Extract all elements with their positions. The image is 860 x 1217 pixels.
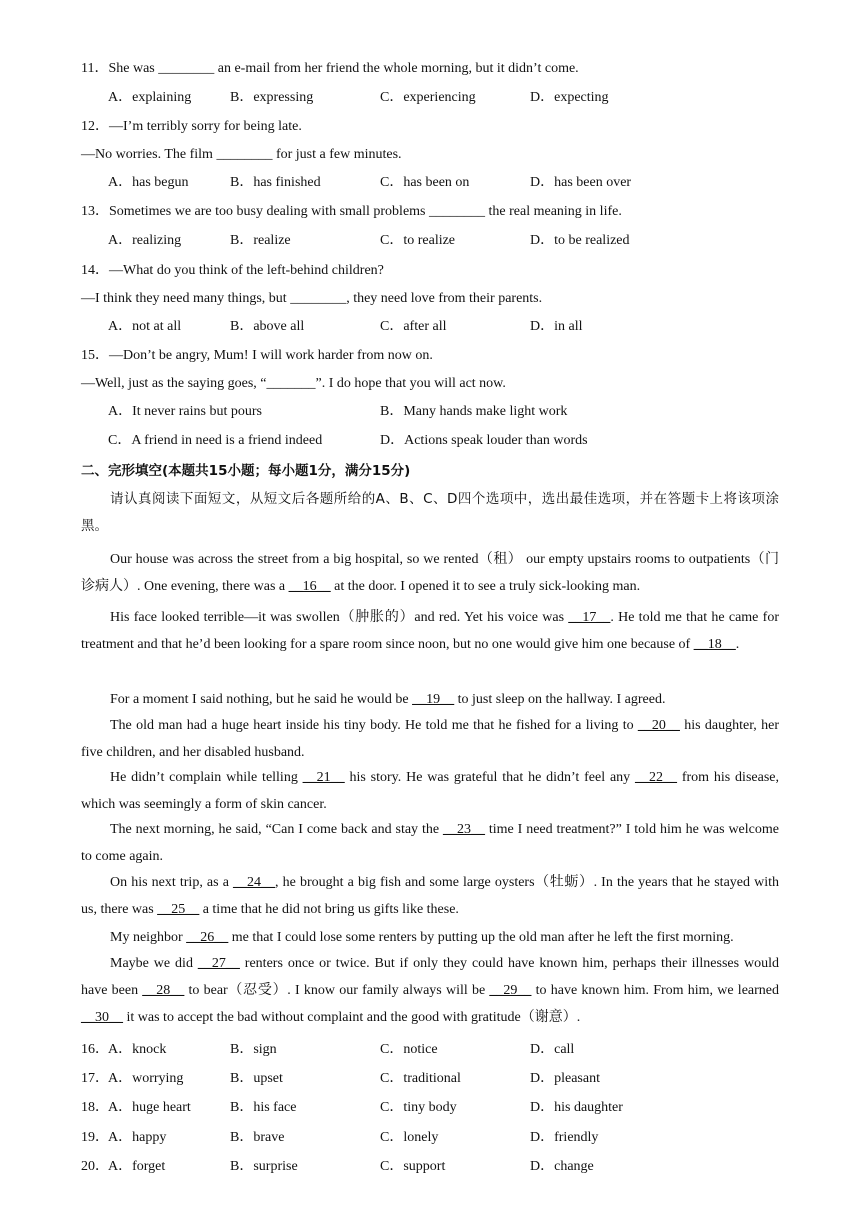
answer-option: A．not at all (108, 319, 182, 334)
option-number: 19． (81, 1130, 109, 1145)
answer-option: B．above all (230, 319, 305, 334)
answer-option: D．change (530, 1159, 594, 1174)
cloze-blank: __18__ (693, 637, 736, 652)
answer-option: B．sign (230, 1042, 277, 1057)
answer-option: A．forget (108, 1159, 166, 1174)
cloze-blank: __17__ (568, 610, 611, 625)
passage-paragraph: On his next trip, as a __24__, he brought a big fish and some large oysters（牡蛎）. In the years that he stayed with us, there was __25__ a time that he did not bring us gifts like these. (81, 875, 779, 917)
answer-option: A．explaining (108, 90, 192, 105)
answer-option: D．to be realized (530, 233, 630, 248)
answer-option: C．lonely (380, 1130, 439, 1145)
answer-option: A．has begun (108, 175, 189, 190)
question-stem: 15．—Don’t be angry, Mum! I will work harder from now on. (81, 348, 433, 363)
answer-option: C．experiencing (380, 90, 476, 105)
question-stem: 11．She was ________ an e-mail from her friend the whole morning, but it didn’t come. (81, 61, 579, 76)
answer-option: A．It never rains but pours (108, 404, 262, 419)
passage-paragraph: Our house was across the street from a big hospital, so we rented（租） our empty upstairs rooms to outpatients（门诊病人）. One evening, there was a __16__ at the door. I opened it to see a truly sick-looking man. (81, 552, 779, 594)
section-instruction: 请认真阅读下面短文，从短文后各题所给的A、B、C、D四个选项中，选出最佳选项，并在答题卡上将该项涂黑。 (81, 491, 779, 534)
question-stem: 13．Sometimes we are too busy dealing with small problems ________ the real meaning in life. (81, 204, 622, 219)
option-number: 17． (81, 1071, 109, 1086)
answer-option: C．tiny body (380, 1100, 457, 1115)
answer-option: D．expecting (530, 90, 609, 105)
answer-option: D．Actions speak louder than words (380, 433, 588, 448)
answer-option: C．support (380, 1159, 446, 1174)
answer-option: A．knock (108, 1042, 167, 1057)
cloze-blank: __29__ (489, 983, 532, 998)
cloze-blank: __25__ (157, 902, 200, 917)
answer-option: C．after all (380, 319, 447, 334)
answer-option: A．worrying (108, 1071, 184, 1086)
answer-option: D．has been over (530, 175, 632, 190)
cloze-blank: __20__ (637, 718, 680, 733)
answer-option: A．huge heart (108, 1100, 191, 1115)
answer-option: C．to realize (380, 233, 456, 248)
cloze-blank: __16__ (288, 579, 331, 594)
answer-option: D．in all (530, 319, 583, 334)
cloze-blank: __26__ (186, 930, 229, 945)
answer-option: B．brave (230, 1130, 285, 1145)
answer-option: D．call (530, 1042, 575, 1057)
answer-option: A．realizing (108, 233, 182, 248)
question-stem-reply: —I think they need many things, but ________, they need love from their parents. (81, 291, 543, 306)
question-stem: 14．—What do you think of the left-behind children? (81, 263, 384, 278)
answer-option: D．his daughter (530, 1100, 623, 1115)
passage-paragraph: For a moment I said nothing, but he said he would be __19__ to just sleep on the hallway. I agreed. (110, 692, 666, 707)
answer-option: C．A friend in need is a friend indeed (108, 433, 323, 448)
option-number: 16． (81, 1042, 109, 1057)
passage-paragraph: Maybe we did __27__ renters once or twice. But if only they could have known him, perhaps their illnesses would have been __28__ to bear（忍受）. I know our family always will be __29__ to have known him. From him, we learned __30__ it was to accept the bad without complaint and the good with gratitude（谢意）. (81, 956, 780, 1025)
answer-option: D．friendly (530, 1130, 599, 1145)
answer-option: B．upset (230, 1071, 283, 1086)
section-heading: 二、完形填空(本题共15小题；每小题1分，满分15分) (81, 463, 411, 479)
option-number: 20． (81, 1159, 109, 1174)
cloze-blank: __19__ (412, 692, 455, 707)
option-number: 18． (81, 1100, 109, 1115)
answer-option: A．happy (108, 1130, 167, 1145)
cloze-blank: __22__ (635, 770, 677, 785)
passage-paragraph: The next morning, he said, “Can I come back and stay the __23__ time I need treatment?” I told him he was welcome to come again. (81, 822, 779, 864)
answer-option: D．pleasant (530, 1071, 600, 1086)
cloze-blank: __28__ (142, 983, 185, 998)
answer-option: B．has finished (230, 175, 321, 190)
question-stem-reply: —Well, just as the saying goes, “_______”. I do hope that you will act now. (81, 376, 506, 391)
cloze-blank: __21__ (302, 770, 345, 785)
answer-option: B．realize (230, 233, 291, 248)
passage-paragraph: My neighbor __26__ me that I could lose some renters by putting up the old man after he left the first morning. (110, 930, 734, 945)
answer-option: B．his face (230, 1100, 297, 1115)
answer-option: C．has been on (380, 175, 470, 190)
passage-paragraph: His face looked terrible—it was swollen（肿胀的）and red. Yet his voice was __17__. He told me that he came for treatment and that he’d been looking for a spare room since noon, but no one would give him one because of __18__. (81, 610, 779, 652)
answer-option: B．surprise (230, 1159, 298, 1174)
cloze-blank: __30__ (81, 1010, 123, 1025)
answer-option: B．Many hands make light work (380, 404, 568, 419)
answer-option: C．traditional (380, 1071, 461, 1086)
passage-paragraph: He didn’t complain while telling __21__ his story. He was grateful that he didn’t feel any __22__ from his disease, which was seemingly a form of skin cancer. (81, 770, 779, 812)
question-stem: 12．―I’m terribly sorry for being late. (81, 119, 302, 134)
cloze-blank: __27__ (197, 956, 240, 971)
cloze-blank: __23__ (442, 822, 485, 837)
question-stem-reply: ―No worries. The film ________ for just a few minutes. (81, 147, 402, 162)
answer-option: C．notice (380, 1042, 438, 1057)
cloze-blank: __24__ (233, 875, 276, 890)
answer-option: B．expressing (230, 90, 314, 105)
passage-paragraph: The old man had a huge heart inside his tiny body. He told me that he fished for a living to __20__ his daughter, her five children, and her disabled husband. (81, 718, 779, 760)
